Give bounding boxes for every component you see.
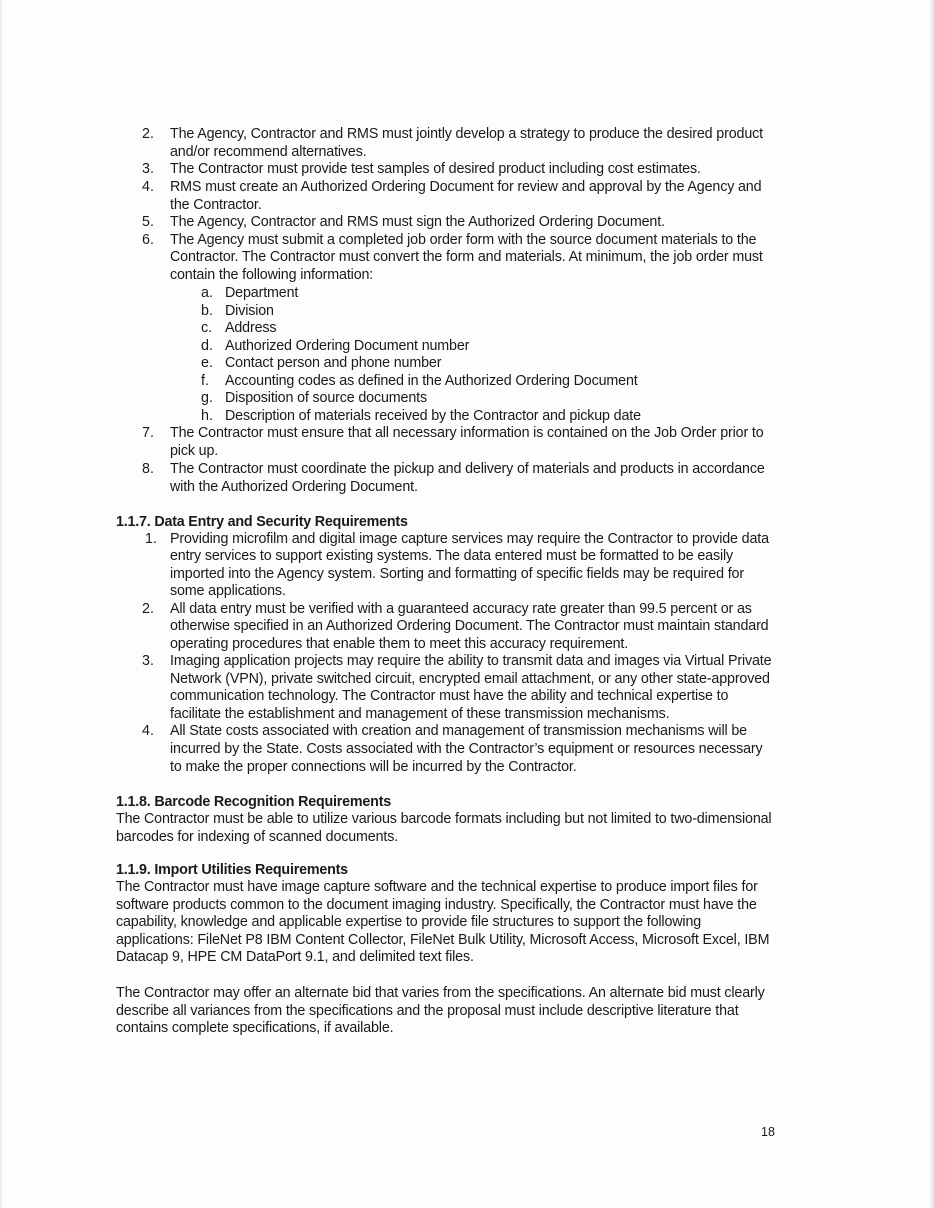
list-item-text: Providing microfilm and digital image capture services may require the Contractor to provide data <box>170 531 769 547</box>
sublist-item-text: Disposition of source documents <box>225 390 427 406</box>
sublist-item-text: Accounting codes as defined in the Authorized Ordering Document <box>225 373 638 389</box>
paragraph-line: Datacap 9, HPE CM DataPort 9.1, and delimited text files. <box>116 949 474 965</box>
list-item-text: RMS must create an Authorized Ordering Document for review and approval by the Agency and <box>170 179 762 195</box>
list-item-text: incurred by the State. Costs associated with the Contractor’s equipment or resources necessary <box>170 741 763 757</box>
list-item-text: with the Authorized Ordering Document. <box>170 479 418 495</box>
sublist-item-text: Description of materials received by the Contractor and pickup date <box>225 408 641 424</box>
sublist-item-text: Authorized Ordering Document number <box>225 338 470 354</box>
list-number: 5. <box>142 214 154 230</box>
paragraph-line: contains complete specifications, if available. <box>116 1020 394 1036</box>
list-letter: b. <box>201 303 213 319</box>
list-number: 2. <box>142 126 154 142</box>
paragraph-line: describe all variances from the specifications and the proposal must include descriptive literature that <box>116 1003 739 1019</box>
list-item-text: entry services to support existing systems. The data entered must be formatted to be easily <box>170 548 734 564</box>
list-item-text: contain the following information: <box>170 267 374 283</box>
list-number: 7. <box>142 425 154 441</box>
list-item-text: The Contractor must provide test samples of desired product including cost estimates. <box>170 161 701 177</box>
list-item-text: facilitate the establishment and management of these transmission mechanisms. <box>170 706 670 722</box>
list-number: 6. <box>142 232 154 248</box>
section-heading: 1.1.9. Import Utilities Requirements <box>116 862 348 878</box>
list-letter: a. <box>201 285 213 301</box>
list-item-text: some applications. <box>170 583 286 599</box>
list-number: 3. <box>142 653 154 669</box>
sublist-item-text: Division <box>225 303 274 319</box>
sublist-item-text: Department <box>225 285 299 301</box>
list-item-text: imported into the Agency system. Sorting and formatting of specific fields may be required for <box>170 566 744 582</box>
list-letter: e. <box>201 355 213 371</box>
list-number: 4. <box>142 723 154 739</box>
list-number: 4. <box>142 179 154 195</box>
list-item-text: and/or recommend alternatives. <box>170 144 367 160</box>
sublist-item-text: Address <box>225 320 277 336</box>
list-item-text: All data entry must be verified with a guaranteed accuracy rate greater than 99.5 percent or as <box>170 601 752 617</box>
list-item-text: The Contractor must ensure that all necessary information is contained on the Job Order prior to <box>170 425 764 441</box>
list-item-text: pick up. <box>170 443 219 459</box>
list-item-text: The Agency must submit a completed job order form with the source document materials to the <box>170 232 757 248</box>
section-heading: 1.1.8. Barcode Recognition Requirements <box>116 794 392 810</box>
list-item-text: to make the proper connections will be incurred by the Contractor. <box>170 759 577 775</box>
list-item-text: Contractor. The Contractor must convert the form and materials. At minimum, the job order must <box>170 249 763 265</box>
list-item-text: Network (VPN), private switched circuit, encrypted email attachment, or any other state-approved <box>170 671 770 687</box>
paragraph-line: barcodes for indexing of scanned documents. <box>116 829 399 845</box>
paragraph-line: applications: FileNet P8 IBM Content Collector, FileNet Bulk Utility, Microsoft Access, Microsoft Excel, IBM <box>116 932 770 948</box>
paragraph-line: The Contractor must be able to utilize various barcode formats including but not limited to two-dimensional <box>116 811 772 827</box>
list-item-text: otherwise specified in an Authorized Ordering Document. The Contractor must maintain standard <box>170 618 769 634</box>
list-number: 3. <box>142 161 154 177</box>
list-item-text: The Agency, Contractor and RMS must sign the Authorized Ordering Document. <box>170 214 665 230</box>
list-letter: c. <box>201 320 213 336</box>
list-item-text: The Agency, Contractor and RMS must jointly develop a strategy to produce the desired product <box>170 126 763 142</box>
list-letter: h. <box>201 408 213 424</box>
paragraph-line: capability, knowledge and applicable expertise to provide file structures to support the following <box>116 914 702 930</box>
list-item-text: the Contractor. <box>170 197 262 213</box>
page-number: 18 <box>761 1125 775 1139</box>
scan-edge-right <box>930 0 934 1208</box>
list-item-text: communication technology. The Contractor must have the ability and technical expertise to <box>170 688 729 704</box>
paragraph-line: The Contractor may offer an alternate bid that varies from the specifications. An alternate bid must clearly <box>116 985 765 1001</box>
section-heading: 1.1.7. Data Entry and Security Requirements <box>116 514 408 530</box>
sublist-item-text: Contact person and phone number <box>225 355 442 371</box>
list-number: 1. <box>145 531 157 547</box>
paragraph-line: software products common to the document imaging industry. Specifically, the Contractor must have the <box>116 897 757 913</box>
list-item-text: Imaging application projects may require the ability to transmit data and images via Virtual Private <box>170 653 772 669</box>
list-item-text: The Contractor must coordinate the pickup and delivery of materials and products in accordance <box>170 461 765 477</box>
list-item-text: operating procedures that enable them to meet this accuracy requirement. <box>170 636 629 652</box>
paragraph-line: The Contractor must have image capture software and the technical expertise to produce import files for <box>116 879 758 895</box>
scan-edge-left <box>0 0 2 1208</box>
list-item-text: All State costs associated with creation and management of transmission mechanisms will be <box>170 723 747 739</box>
list-letter: g. <box>201 390 213 406</box>
list-number: 2. <box>142 601 154 617</box>
list-letter: d. <box>201 338 213 354</box>
list-number: 8. <box>142 461 154 477</box>
list-letter: f. <box>201 373 209 389</box>
